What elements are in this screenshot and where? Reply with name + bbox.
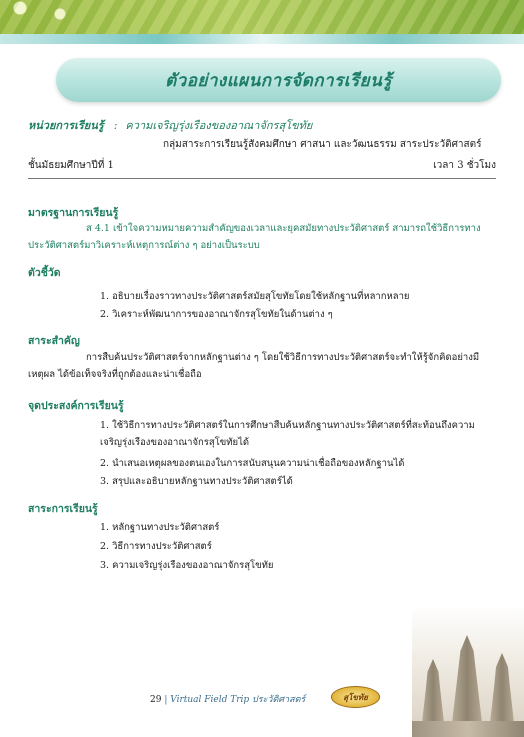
temple-tower xyxy=(422,659,444,723)
standard-text: ส 4.1 เข้าใจความหมายความสำคัญของเวลาและยุคสมัยทางประวัติศาสตร์ สามารถใช้วิธีการทางประวัติศาสตร์มาวิเคราะห์เหตุการณ์ต่าง ๆ อย่างเป็นระบบ xyxy=(28,223,481,251)
header-decoration xyxy=(0,0,524,34)
objective-item: 2. นำเสนอเหตุผลของตนเองในการสนับสนุนความน่าเชื่อถือของหลักฐานได้ xyxy=(100,458,405,469)
subject-group: กลุ่มสาระการเรียนรู้สังคมศึกษา ศาสนา และวัฒนธรรม สาระประวัติศาสตร์ xyxy=(163,139,482,150)
logo-text: สุโขทัย xyxy=(343,691,368,702)
indicators-heading: ตัวชี้วัด xyxy=(28,267,61,279)
footer-title: Virtual Field Trip ประวัติศาสตร์ xyxy=(170,695,306,705)
unit-label: หน่วยการเรียนรู้ xyxy=(28,119,104,132)
divider xyxy=(28,178,496,179)
sukhothai-logo xyxy=(331,686,380,708)
objectives-heading: จุดประสงค์การเรียนรู้ xyxy=(28,400,124,412)
lesson-time: เวลา 3 ชั่วโมง xyxy=(433,160,496,171)
content-heading: สาระการเรียนรู้ xyxy=(28,503,98,515)
content-item: 3. ความเจริญรุ่งเรืองของอาณาจักรสุโขทัย xyxy=(100,560,274,571)
page-number: 29 xyxy=(150,695,162,705)
page-footer xyxy=(150,692,305,706)
indicator-item: 2. วิเคราะห์พัฒนาการของอาณาจักรสุโขทัยในด้านต่าง ๆ xyxy=(100,309,333,320)
objective-item: 1. ใช้วิธีการทางประวัติศาสตร์ในการศึกษาสืบค้นหลักฐานทางประวัติศาสตร์ที่สะท้อนถึงความเจริญรุ่งเรืองของอาณาจักรสุโขทัยได้ xyxy=(100,420,475,448)
title-banner xyxy=(56,58,501,102)
indicator-item: 1. อธิบายเรื่องราวทางประวัติศาสตร์สมัยสุโขทัยโดยใช้หลักฐานที่หลากหลาย xyxy=(100,291,410,302)
temple-tower xyxy=(490,653,514,723)
key-concept-text: การสืบค้นประวัติศาสตร์จากหลักฐานต่าง ๆ โดยใช้วิธีการทางประวัติศาสตร์จะทำให้รู้จักคิดอย่างมีเหตุผล ได้ข้อเท็จจริงที่ถูกต้องและน่าเชื่อถือ xyxy=(28,352,480,380)
header-stripe xyxy=(0,34,524,44)
unit-line xyxy=(28,116,312,134)
objective-item: 3. สรุปและอธิบายหลักฐานทางประวัติศาสตร์ได้ xyxy=(100,476,293,487)
grade-level: ชั้นมัธยมศึกษาปีที่ 1 xyxy=(28,160,114,171)
temple-illustration xyxy=(412,605,524,737)
content-item: 2. วิธีการทางประวัติศาสตร์ xyxy=(100,541,212,552)
content-item: 1. หลักฐานทางประวัติศาสตร์ xyxy=(100,522,220,533)
temple-tower xyxy=(452,635,482,723)
unit-value: ความเจริญรุ่งเรืองของอาณาจักรสุโขทัย xyxy=(125,119,313,132)
key-concept-heading: สาระสำคัญ xyxy=(28,335,80,347)
temple-ground xyxy=(412,721,524,737)
footer-separator: | xyxy=(164,695,168,705)
unit-colon: : xyxy=(113,119,118,132)
page-title: ตัวอย่างแผนการจัดการเรียนรู้ xyxy=(165,70,392,91)
standard-heading: มาตรฐานการเรียนรู้ xyxy=(28,207,119,219)
